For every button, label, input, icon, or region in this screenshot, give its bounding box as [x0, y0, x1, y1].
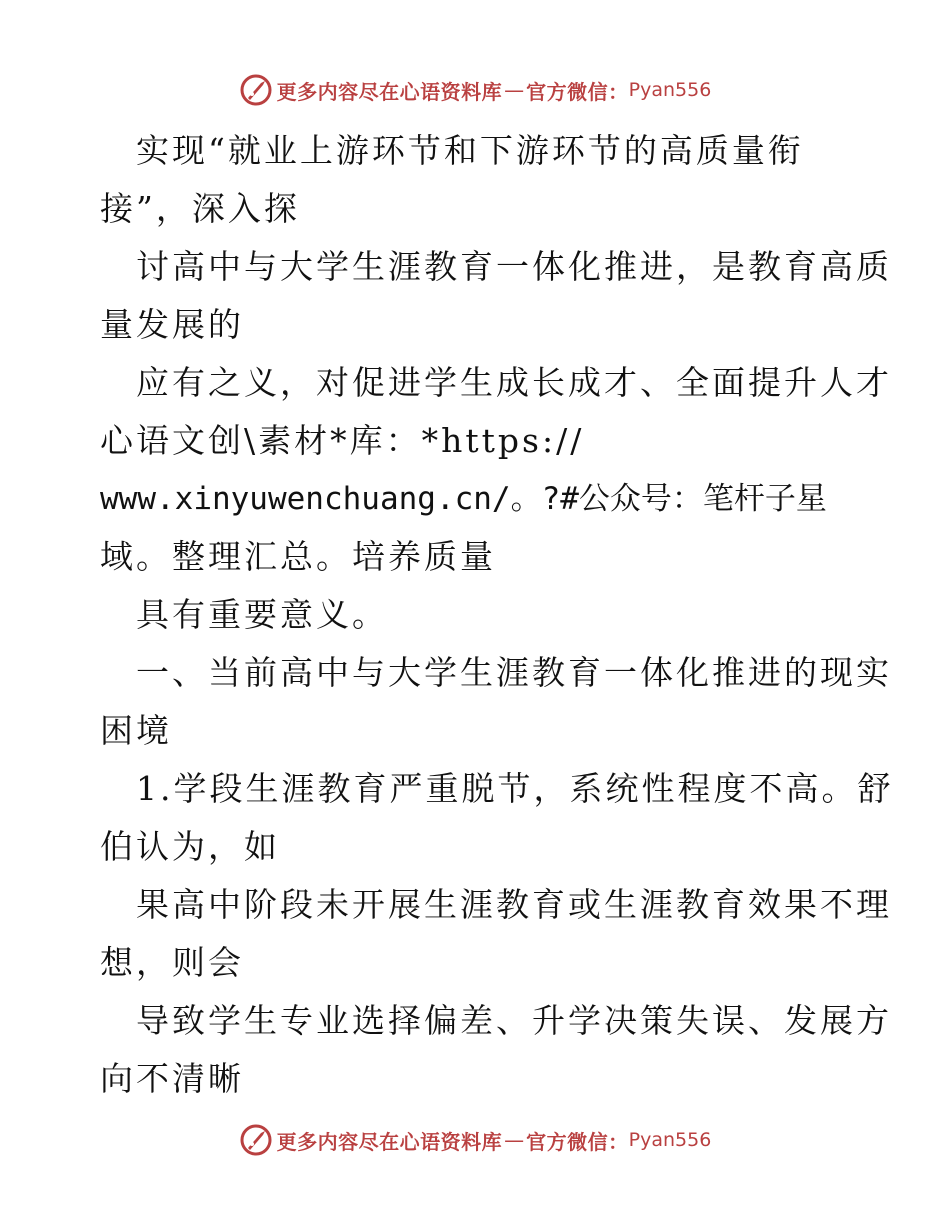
document-body: [100, 122, 894, 1108]
text-line: 果高中阶段未开展生涯教育或生涯教育效果不理: [136, 885, 892, 924]
text-line: 讨高中与大学生涯教育一体化推进，是教育高质: [136, 247, 892, 286]
banner-text: 更多内容尽在心语资料库: [276, 1129, 503, 1154]
banner-text: 更多内容尽在心语资料库: [276, 79, 503, 104]
text-line: 实现“就业上游环节和下游环节的高质量衔: [136, 131, 804, 170]
text-line: 向不清晰: [100, 1059, 244, 1098]
banner-wechat-label: 官方微信：: [526, 79, 629, 104]
banner-wechat-account: Pyan556: [628, 79, 712, 101]
text-line: www.xinyuwenchuang.cn/。?#公众号：笔杆子星: [100, 481, 827, 517]
text-line: 伯认为，如: [100, 827, 280, 866]
header-watermark-banner: [0, 70, 950, 110]
text-line: 应有之义，对促进学生成长成才、全面提升人才: [136, 363, 892, 402]
banner-wechat-label: 官方微信：: [526, 1129, 629, 1154]
text-line: 困境: [100, 711, 172, 750]
text-line: 想，则会: [100, 943, 244, 982]
text-line: 一、当前高中与大学生涯教育一体化推进的现实: [136, 653, 892, 692]
text-line: 具有重要意义。: [136, 595, 388, 634]
text-line: 域。整理汇总。培养质量: [100, 537, 496, 576]
text-line: 1.学段生涯教育严重脱节，系统性程度不高。舒: [136, 769, 894, 808]
banner-wechat-account: Pyan556: [628, 1129, 712, 1151]
quill-logo-icon: [239, 1123, 273, 1157]
quill-logo-icon: [239, 73, 273, 107]
text-line: 心语文创\素材*库：*https://: [100, 421, 585, 460]
banner-separator: —: [504, 78, 525, 102]
text-line: 量发展的: [100, 305, 244, 344]
footer-watermark-banner: [0, 1120, 950, 1160]
text-line: 接”，深入探: [100, 189, 300, 228]
text-line: 导致学生专业选择偏差、升学决策失误、发展方: [136, 1001, 892, 1040]
banner-separator: —: [504, 1128, 525, 1152]
